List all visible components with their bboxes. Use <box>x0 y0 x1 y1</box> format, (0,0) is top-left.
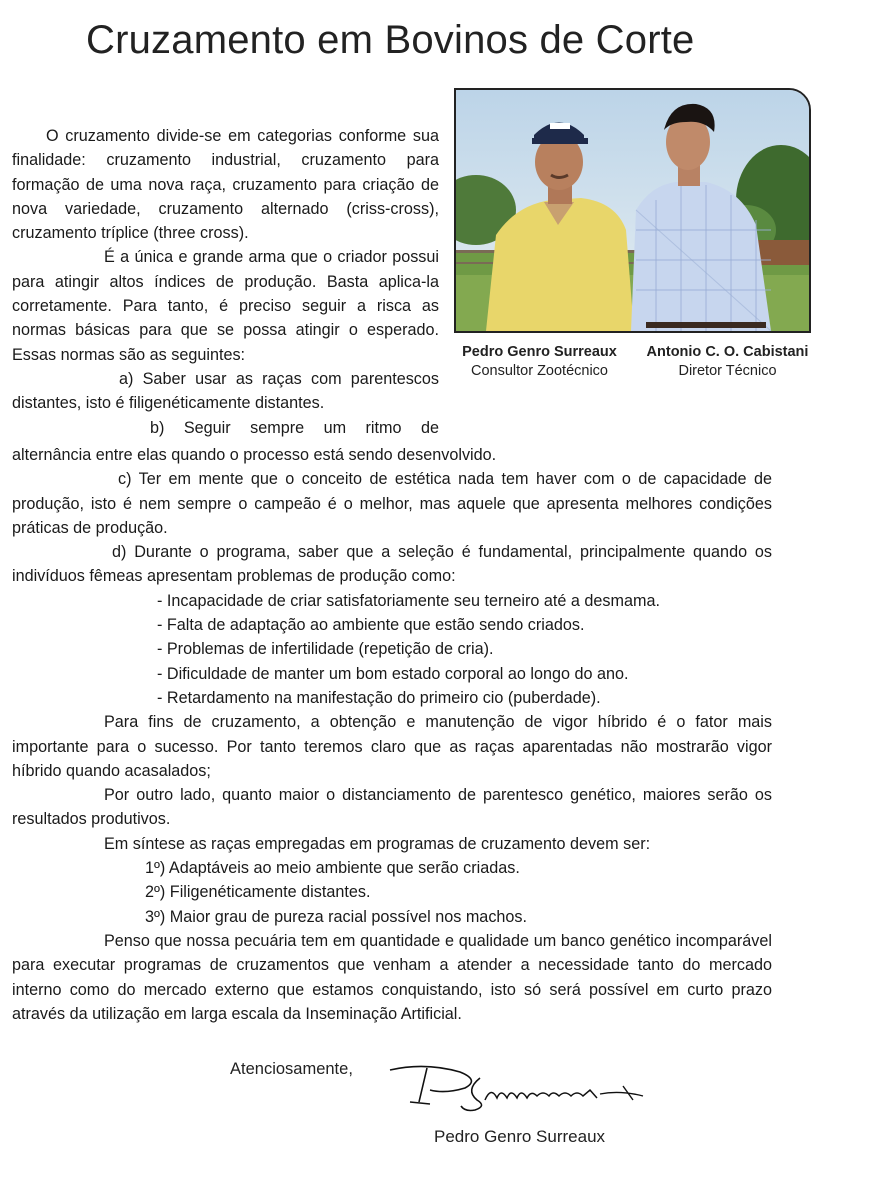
paragraph: É a única e grande arma que o criador possui para atingir altos índices de produção. Basta aplica-la corretamente. Para tanto, é preciso seguir a risca as normas básicas para que se possa atingir o esperado. Essas normas são as seguintes: <box>12 248 439 364</box>
paragraph: Por outro lado, quanto maior o distanciamento de parentesco genético, maiores serão os resultados produtivos. <box>12 786 772 829</box>
caption-left-role: Consultor Zootécnico <box>470 363 608 379</box>
signature-name: Pedro Genro Surreaux <box>434 1127 606 1146</box>
caption-right <box>640 344 815 379</box>
article-column-bottom <box>12 443 772 1026</box>
photo-illustration <box>456 90 809 331</box>
paragraph: Em síntese as raças empregadas em programas de cruzamento devem ser: <box>104 834 651 853</box>
list-item: c) Ter em mente que o conceito de estética nada tem haver com o de capacidade de produção, isto é nem sempre o campeão é o melhor, mas aquele que apresenta melhores condições práticas de produção. <box>12 470 772 537</box>
signature-icon <box>385 1060 650 1115</box>
list-item: - Retardamento na manifestação do primeiro cio (puberdade). <box>157 688 601 707</box>
article-column-top <box>12 124 439 440</box>
paragraph: Para fins de cruzamento, a obtenção e manutenção de vigor híbrido é o fator mais importante para o sucesso. Por tanto teremos claro que as raças aparentadas não mostrarão vigor híbrido quando acasalados; <box>12 713 772 780</box>
caption-left <box>452 344 627 379</box>
list-item: - Problemas de infertilidade (repetição de cria). <box>157 640 494 659</box>
paragraph: Penso que nossa pecuária tem em quantidade e qualidade um banco genético incomparável para executar programas de cruzamentos que venham a atender a necessidade tanto do mercado interno como do mercado externo que estamos conquistando, isto só será possível em curto prazo através da utilização em larga escala da Inseminação Artificial. <box>12 931 772 1023</box>
list-item: a) Saber usar as raças com parentescos distantes, isto é filigenéticamente distantes. <box>12 369 439 413</box>
list-item: - Falta de adaptação ao ambiente que estão sendo criados. <box>157 616 585 635</box>
list-item: b) Seguir sempre um ritmo de <box>150 418 439 437</box>
list-item: 2º) Filigenéticamente distantes. <box>145 883 371 902</box>
list-item: 3º) Maior grau de pureza racial possível nos machos. <box>145 907 528 926</box>
closing-text: Atenciosamente, <box>230 1060 353 1078</box>
caption-right-role: Diretor Técnico <box>678 363 777 379</box>
paragraph: alternância entre elas quando o processo está sendo desenvolvido. <box>12 446 497 464</box>
list-item: 1º) Adaptáveis ao meio ambiente que serão criadas. <box>145 859 520 878</box>
list-item: d) Durante o programa, saber que a seleção é fundamental, principalmente quando os indivíduos fêmeas apresentam problemas de produção como: <box>12 543 772 586</box>
list-item: - Dificuldade de manter um bom estado corporal ao longo do ano. <box>157 664 629 683</box>
paragraph: O cruzamento divide-se em categorias conforme sua finalidade: cruzamento industrial, cruzamento para formação de uma nova raça, cruzamento para criação de nova variedade, cruzamento alternado (criss-cross), cruzamento tríplice (three cross). <box>12 127 439 243</box>
list-item: - Incapacidade de criar satisfatoriamente seu terneiro até a desmama. <box>157 591 660 610</box>
photo-two-men <box>454 88 811 333</box>
caption-right-name: Antonio C. O. Cabistani <box>646 344 809 360</box>
caption-left-name: Pedro Genro Surreaux <box>462 344 617 360</box>
page-title: Cruzamento em Bovinos de Corte <box>86 18 695 62</box>
